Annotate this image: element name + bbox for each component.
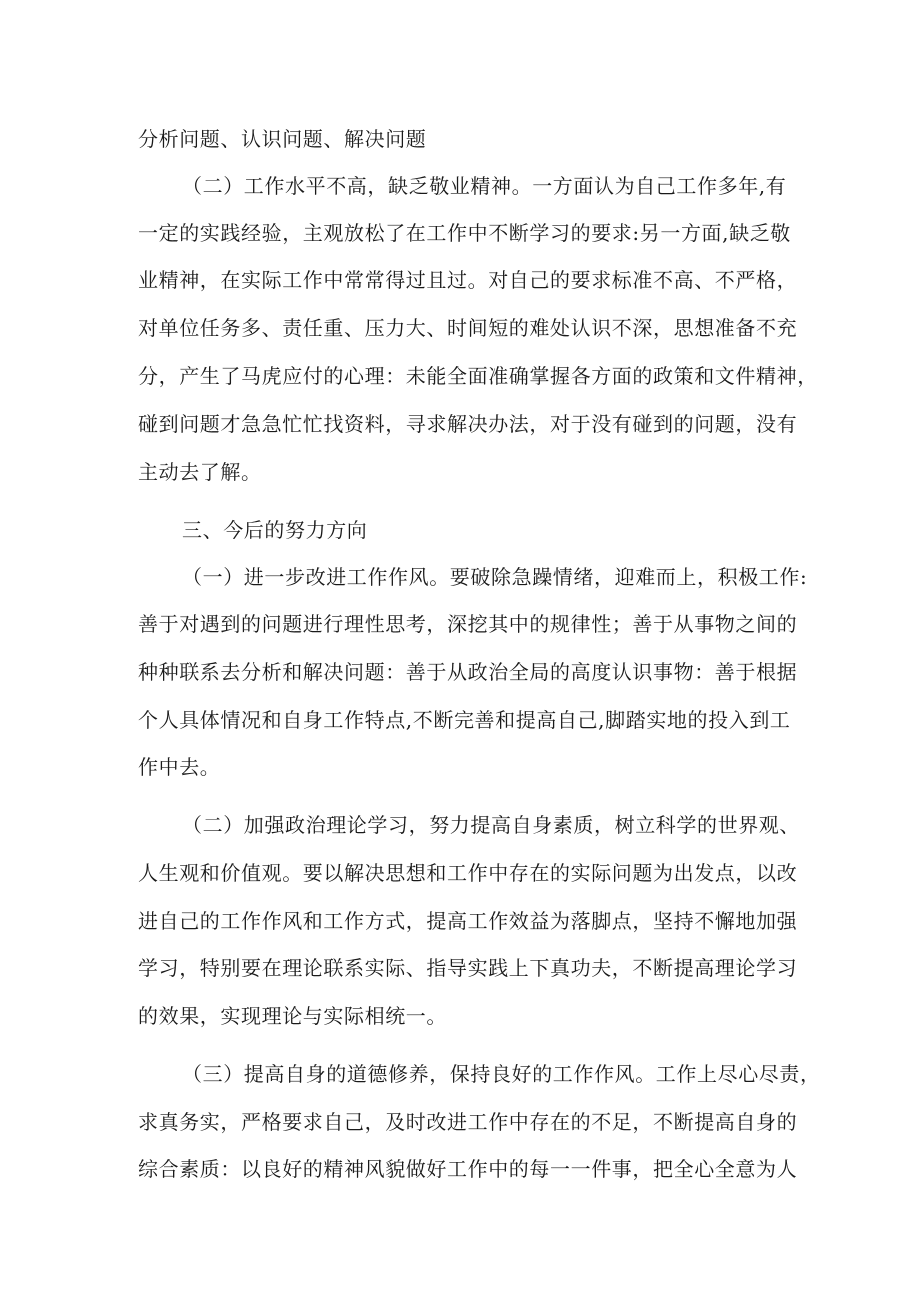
text-line: 的效果，实现理论与实际相统一。 xyxy=(138,1004,447,1028)
text-line: （二）加强政治理论学习，努力提高自身素质，树立科学的世界观、 xyxy=(182,813,800,837)
text-line: 作中去。 xyxy=(138,755,221,779)
text-line: 一定的实践经验，主观放松了在工作中不断学习的要求:另一方面,缺乏敬 xyxy=(138,221,791,245)
text-line: 种种联系去分析和解决问题：善于从政治全局的高度认识事物：善于根据 xyxy=(138,660,798,684)
text-line: （二）工作水平不高，缺乏敬业精神。一方面认为自己工作多年,有 xyxy=(182,174,787,198)
text-line: 求真务实，严格要求自己，及时改进工作中存在的不足，不断提高自身的 xyxy=(138,1110,798,1134)
text-line: 碰到问题才急急忙忙找资料，寻求解决办法，对于没有碰到的问题，没有 xyxy=(138,412,798,436)
text-line: 主动去了解。 xyxy=(138,460,262,484)
text-line: 综合素质：以良好的精神风貌做好工作中的每一一件事，把全心全意为人 xyxy=(138,1157,798,1181)
text-line: 分析问题、认识问题、解决问题 xyxy=(138,127,427,151)
text-line: 个人具体情况和自身工作特点,不断完善和提高自己,脚踏实地的投入到工 xyxy=(138,708,791,732)
section-heading: 三、今后的努力方向 xyxy=(182,518,368,542)
text-line: 业精神，在实际工作中常常得过且过。对自己的要求标准不高、不严格， xyxy=(138,268,798,292)
text-line: 进自己的工作作风和工作方式，提高工作效益为落脚点，坚持不懈地加强 xyxy=(138,909,798,933)
text-line: （三）提高自身的道德修养，保持良好的工作作风。工作上尽心尽责， xyxy=(182,1062,821,1086)
text-line: 人生观和价值观。要以解决思想和工作中存在的实际问题为出发点，以改 xyxy=(138,861,798,885)
text-line: 善于对遇到的问题进行理性思考，深挖其中的规律性；善于从事物之间的 xyxy=(138,612,798,636)
text-line: 分，产生了马虎应付的心理：未能全面准确掌握各方面的政策和文件精神， xyxy=(138,364,818,388)
text-line: 学习，特别要在理论联系实际、指导实践上下真功夫，不断提高理论学习 xyxy=(138,956,798,980)
text-line: （一）进一步改进工作作风。要破除急躁情绪，迎难而上，积极工作: xyxy=(182,565,808,589)
text-line: 对单位任务多、责任重、压力大、时间短的难处认识不深，思想准备不充 xyxy=(138,316,798,340)
